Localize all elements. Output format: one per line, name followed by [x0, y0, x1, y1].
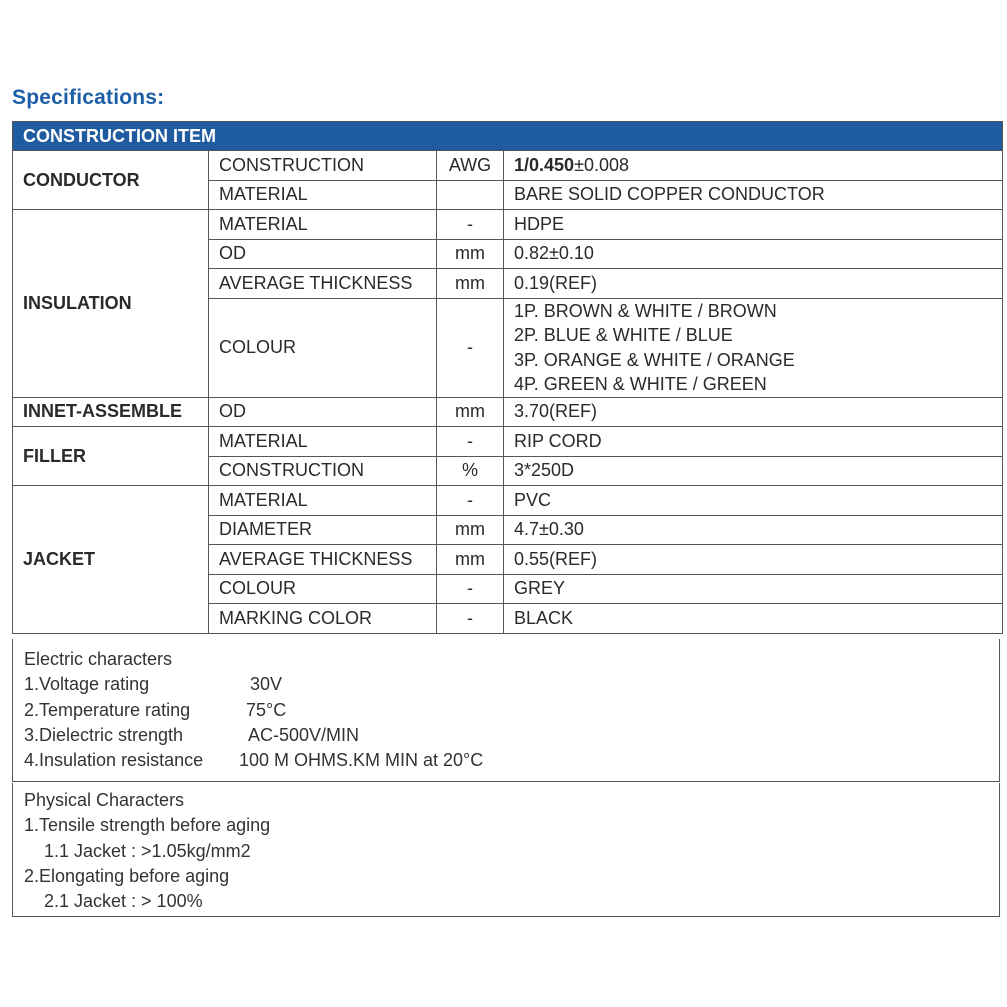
value-cell: 3.70(REF) [504, 397, 1003, 427]
electric-label: 4.Insulation resistance [24, 750, 204, 771]
electric-value: 100 M OHMS.KM MIN at 20°C [239, 750, 484, 771]
electric-characters-box [12, 639, 1000, 782]
electric-label: 2.Temperature rating [24, 699, 191, 720]
item-cell: MATERIAL [209, 427, 437, 457]
table-row [13, 427, 1003, 457]
item-cell: MATERIAL [209, 210, 437, 240]
group-innet-assemble: INNET-ASSEMBLE [13, 397, 209, 427]
table-header-row [13, 122, 1003, 151]
value-cell: BLACK [504, 604, 1003, 634]
item-cell: CONSTRUCTION [209, 151, 437, 181]
electric-item [13, 698, 999, 723]
physical-characters-box [12, 783, 1000, 917]
value-cell: 4.7±0.30 [504, 515, 1003, 545]
item-cell: DIAMETER [209, 515, 437, 545]
table-row [13, 210, 1003, 240]
value-bold: 1/0.450 [514, 154, 575, 175]
electric-value: 75°C [246, 699, 287, 720]
electric-item [13, 723, 999, 748]
value-cell: 0.82±0.10 [504, 239, 1003, 269]
value-cell: GREY [504, 574, 1003, 604]
unit-cell: - [437, 427, 504, 457]
physical-heading: Physical Characters [24, 790, 185, 810]
electric-value: AC-500V/MIN [248, 724, 360, 745]
table-row [13, 151, 1003, 181]
electric-heading: Electric characters [24, 649, 173, 669]
physical-line: 1.1 Jacket : >1.05kg/mm2 [44, 840, 251, 861]
value-cell: RIP CORD [504, 427, 1003, 457]
value-cell: PVC [504, 486, 1003, 516]
colour-line: 1P. BROWN & WHITE / BROWN [514, 300, 777, 321]
group-filler: FILLER [13, 427, 209, 486]
group-conductor: CONDUCTOR [13, 151, 209, 210]
physical-line: 2.Elongating before aging [24, 865, 230, 886]
item-cell: MATERIAL [209, 180, 437, 210]
unit-cell: - [437, 210, 504, 240]
value-cell: BARE SOLID COPPER CONDUCTOR [504, 180, 1003, 210]
table-row [13, 397, 1003, 427]
electric-item [13, 672, 999, 697]
item-cell: OD [209, 397, 437, 427]
table-header: CONSTRUCTION ITEM [13, 122, 1003, 151]
table-row [13, 486, 1003, 516]
unit-cell: mm [437, 397, 504, 427]
electric-label: 1.Voltage rating [24, 674, 150, 695]
value-cell [504, 151, 1003, 181]
item-cell: MARKING COLOR [209, 604, 437, 634]
item-cell: AVERAGE THICKNESS [209, 545, 437, 575]
unit-cell: mm [437, 269, 504, 299]
item-cell: COLOUR [209, 574, 437, 604]
unit-cell: mm [437, 239, 504, 269]
value-cell-colours [504, 298, 1003, 397]
electric-value: 30V [250, 674, 283, 695]
unit-cell: mm [437, 545, 504, 575]
unit-cell [437, 180, 504, 210]
physical-line: 2.1 Jacket : > 100% [44, 891, 203, 912]
unit-cell: % [437, 456, 504, 486]
physical-line: 1.Tensile strength before aging [24, 815, 271, 836]
unit-cell: mm [437, 515, 504, 545]
colour-line: 2P. BLUE & WHITE / BLUE [514, 325, 733, 345]
value-cell: 3*250D [504, 456, 1003, 486]
spec-table [12, 121, 1003, 634]
group-insulation: INSULATION [13, 210, 209, 398]
item-cell: OD [209, 239, 437, 269]
colour-line: 4P. GREEN & WHITE / GREEN [514, 374, 767, 394]
unit-cell: - [437, 298, 504, 397]
item-cell: COLOUR [209, 298, 437, 397]
value-cell: 0.55(REF) [504, 545, 1003, 575]
page-title: Specifications: [12, 86, 165, 109]
value-rest: ±0.008 [574, 154, 629, 175]
unit-cell: AWG [437, 151, 504, 181]
electric-item [13, 748, 999, 773]
value-cell: HDPE [504, 210, 1003, 240]
group-jacket: JACKET [13, 486, 209, 634]
colour-line: 3P. ORANGE & WHITE / ORANGE [514, 349, 795, 370]
value-cell: 0.19(REF) [504, 269, 1003, 299]
item-cell: AVERAGE THICKNESS [209, 269, 437, 299]
unit-cell: - [437, 604, 504, 634]
unit-cell: - [437, 486, 504, 516]
item-cell: MATERIAL [209, 486, 437, 516]
unit-cell: - [437, 574, 504, 604]
electric-label: 3.Dielectric strength [24, 724, 184, 745]
item-cell: CONSTRUCTION [209, 456, 437, 486]
